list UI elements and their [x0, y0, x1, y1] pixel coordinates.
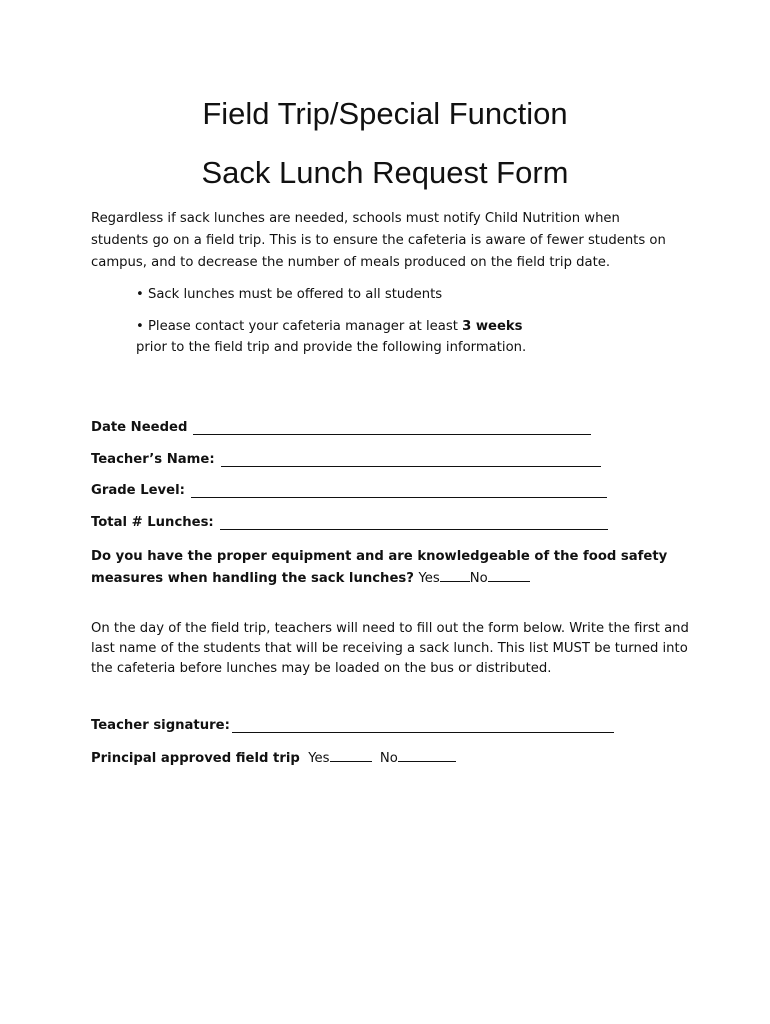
total-lunches-field	[91, 515, 608, 530]
principal-no-label: No	[379, 751, 398, 766]
equipment-yes-label: Yes	[418, 571, 440, 586]
grade-level-label: Grade Level:	[91, 483, 185, 498]
principal-no-blank[interactable]	[398, 750, 456, 762]
equipment-no-blank[interactable]	[488, 570, 530, 582]
grade-level-field	[91, 483, 607, 498]
form-title-line2: Sack Lunch Request Form	[201, 155, 569, 190]
bullet-sack-lunches: • Sack lunches must be offered to all students	[136, 287, 443, 302]
total-lunches-blank[interactable]	[220, 517, 608, 530]
instructions-paragraph: On the day of the field trip, teachers will need to fill out the form below. Write the first and last name of the students that will be receiving a sack lunch. This list MUST be turned into the cafeteria before lunches may be loaded on the bus or distributed.	[91, 621, 689, 676]
teacher-name-blank[interactable]	[221, 454, 601, 467]
principal-approval	[91, 750, 456, 766]
intro-paragraph: Regardless if sack lunches are needed, schools must notify Child Nutrition when students go on a field trip. This is to ensure the cafeteria is aware of fewer students on campus, and to decrease the number of meals produced on the field trip date.	[91, 211, 666, 270]
teacher-name-field	[91, 452, 601, 467]
form-title-line1: Field Trip/Special Function	[202, 96, 568, 131]
date-needed-field	[91, 420, 591, 435]
date-needed-label: Date Needed	[91, 420, 188, 435]
bullet2-text-start: • Please contact your cafeteria manager at least	[136, 319, 463, 334]
teacher-signature-field	[91, 718, 614, 733]
principal-approval-label: Principal approved field trip	[91, 751, 300, 766]
bullet2-text-end: prior to the field trip and provide the following information.	[136, 340, 527, 355]
principal-yes-label: Yes	[308, 751, 330, 766]
equipment-no-label: No	[469, 571, 488, 586]
grade-level-blank[interactable]	[191, 485, 607, 498]
equipment-yes-blank[interactable]	[440, 570, 470, 582]
bullet-contact-manager	[136, 316, 556, 358]
teacher-signature-blank[interactable]	[232, 720, 614, 733]
principal-yes-blank[interactable]	[330, 750, 372, 762]
bullet2-bold-weeks: 3 weeks	[462, 319, 523, 334]
date-needed-blank[interactable]	[193, 422, 591, 435]
equipment-question-text: Do you have the proper equipment and are knowledgeable of the food safety measures when handling the sack lunches?	[91, 549, 668, 586]
total-lunches-label: Total # Lunches:	[91, 515, 214, 530]
teacher-signature-label: Teacher signature:	[91, 718, 230, 733]
equipment-question	[91, 546, 691, 590]
teacher-name-label: Teacher’s Name:	[91, 452, 215, 467]
